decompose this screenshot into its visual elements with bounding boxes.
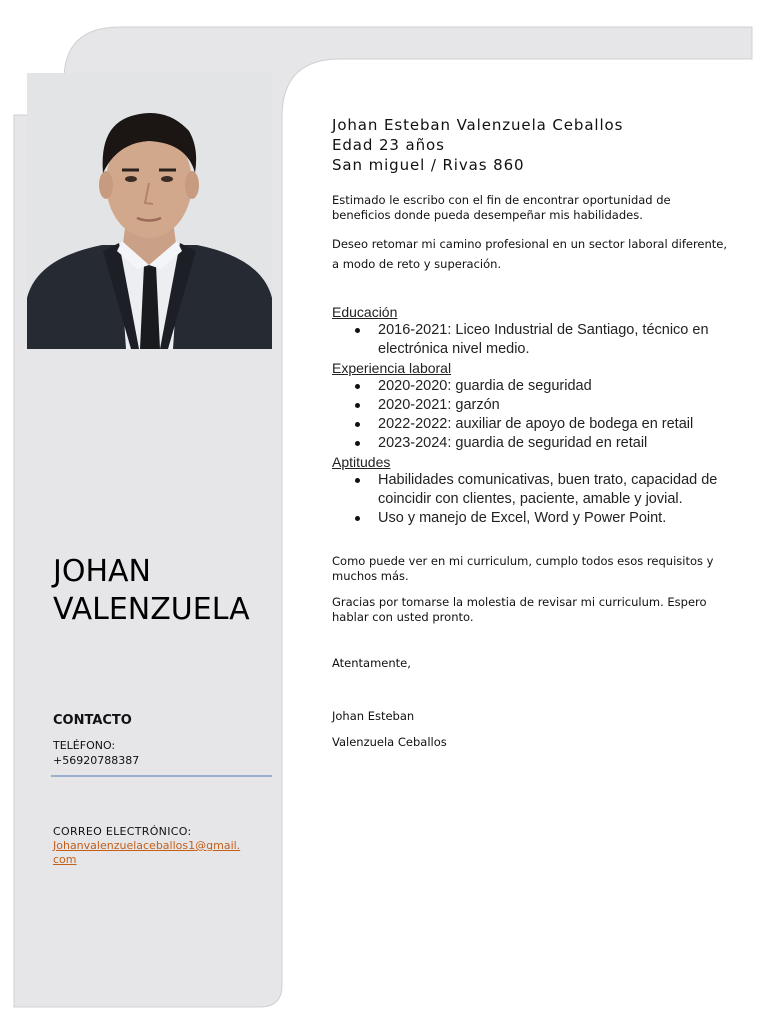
list-item [378, 509, 732, 528]
skills-title: Aptitudes [332, 454, 391, 470]
list-item [378, 396, 732, 415]
contact-heading: CONTACTO [53, 713, 132, 728]
experience-item: 2022-2022: auxiliar de apoyo de bodega en retail [378, 416, 694, 432]
experience-item: 2020-2020: guardia de seguridad [378, 378, 592, 394]
header-block [332, 115, 732, 175]
list-item [378, 321, 732, 359]
age: Edad 23 años [332, 136, 445, 154]
bullet-icon [355, 422, 360, 427]
experience-item: 2023-2024: guardia de seguridad en retail [378, 435, 648, 451]
skills-list [332, 471, 732, 528]
skills-section [332, 453, 732, 528]
experience-list [332, 377, 732, 453]
bullet-icon [355, 478, 360, 483]
experience-item: 2020-2021: garzón [378, 397, 500, 413]
signature-line-1: Johan Esteban [332, 709, 415, 723]
education-title: Educación [332, 304, 398, 320]
name-line-first: JOHAN [53, 554, 151, 589]
education-item: 2016-2021: Liceo Industrial de Santiago, técnico en electrónica nivel medio. [378, 322, 709, 357]
bullet-icon [355, 328, 360, 333]
address: San miguel / Rivas 860 [332, 156, 525, 174]
list-item [378, 415, 732, 434]
phone-value: +56920788387 [53, 754, 140, 767]
main-content [332, 115, 732, 750]
signature-line-2: Valenzuela Ceballos [332, 735, 447, 749]
bullet-icon [355, 403, 360, 408]
closing-paragraph-2: Gracias por tomarse la molestia de revisar mi curriculum. Espero hablar con usted pronto. [332, 595, 707, 624]
salutation: Atentamente, [332, 656, 411, 670]
closing-paragraph-1: Como puede ver en mi curriculum, cumplo todos esos requisitos y muchos más. [332, 554, 714, 583]
full-name: Johan Esteban Valenzuela Ceballos [332, 116, 624, 134]
profile-photo [27, 73, 272, 349]
list-item [378, 471, 732, 509]
intro-paragraph-2: Deseo retomar mi camino profesional en un sector laboral diferente, a modo de reto y superación. [332, 237, 728, 271]
experience-section [332, 359, 732, 453]
education-section [332, 303, 732, 359]
bullet-icon [355, 384, 360, 389]
skills-item: Habilidades comunicativas, buen trato, capacidad de coincidir con clientes, paciente, amable y jovial. [378, 472, 718, 507]
experience-title: Experiencia laboral [332, 360, 452, 376]
list-item [378, 377, 732, 396]
sidebar-name [53, 553, 250, 629]
phone-label: TELÉFONO: [53, 739, 116, 752]
intro-paragraph-1: Estimado le escribo con el fin de encontrar oportunidad de beneficios donde pueda desempeñar mis habilidades. [332, 193, 671, 222]
education-list [332, 321, 732, 359]
bullet-icon [355, 516, 360, 521]
bullet-icon [355, 441, 360, 446]
contact-divider [51, 775, 272, 777]
skills-item: Uso y manejo de Excel, Word y Power Point. [378, 510, 667, 526]
email-link[interactable]: Johanvalenzuelaceballos1@gmail.com [53, 839, 241, 866]
name-line-last: VALENZUELA [53, 592, 250, 627]
email-label: CORREO ELECTRÓNICO: [53, 825, 192, 838]
list-item [378, 434, 732, 453]
portrait-illustration [27, 73, 272, 349]
